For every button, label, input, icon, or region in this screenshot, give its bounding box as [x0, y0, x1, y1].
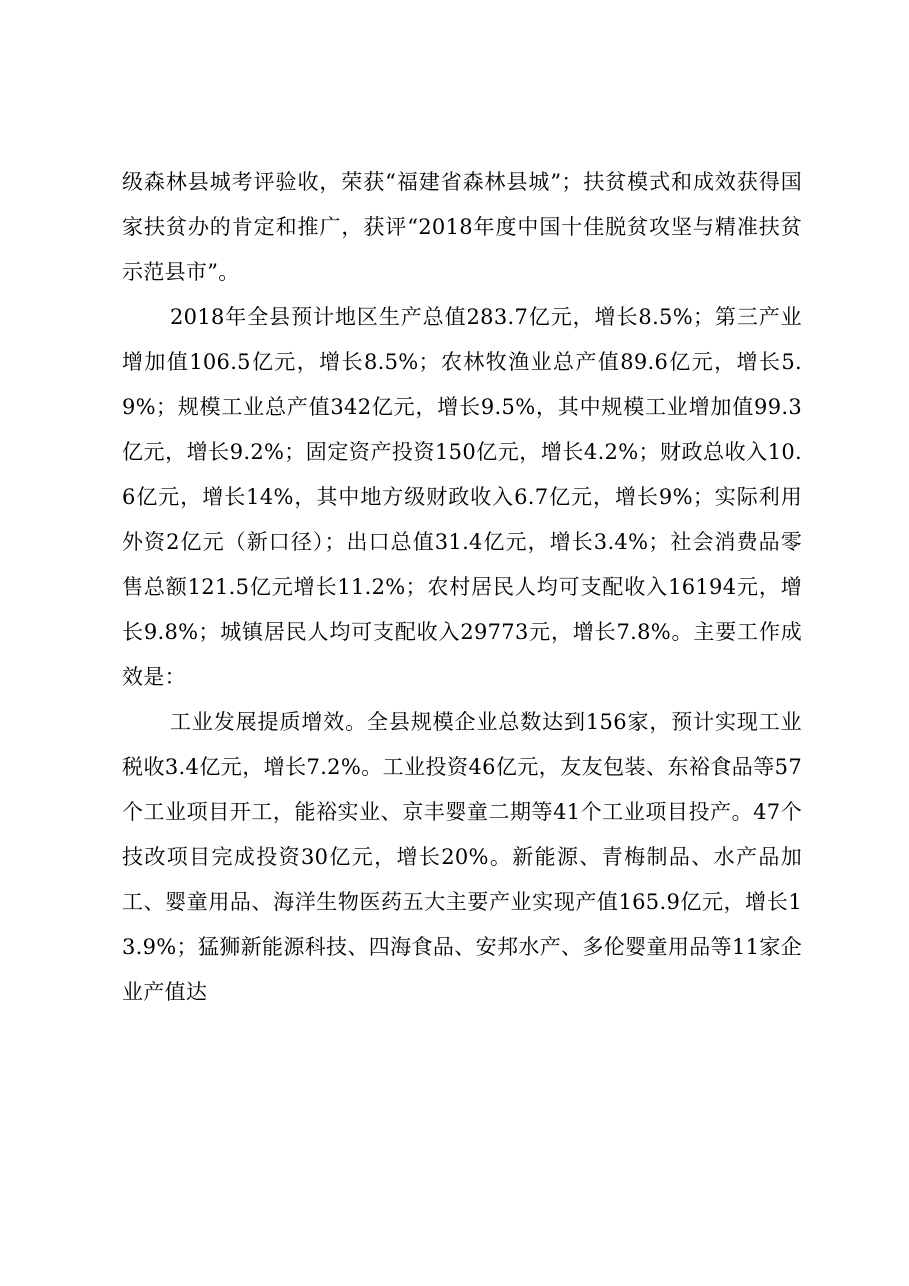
paragraph-1: 级森林县城考评验收，荣获“福建省森林县城”；扶贫模式和成效获得国家扶贫办的肯定和推广，获评“2018年度中国十佳脱贫攻坚与精准扶贫示范县市”。 — [122, 170, 802, 284]
document-body — [122, 160, 802, 1015]
paragraph-2: 2018年全县预计地区生产总值283.7亿元，增长8.5%；第三产业增加值106.5亿元，增长8.5%；农林牧渔业总产值89.6亿元，增长5.9%；规模工业总产值342亿元，增长9.5%，其中规模工业增加值99.3亿元，增长9.2%；固定资产投资150亿元，增长4.2%；财政总收入10.6亿元，增长14%，其中地方级财政收入6.7亿元，增长9%；实际利用外资2亿元（新口径）；出口总值31.4亿元，增长3.4%；社会消费品零售总额121.5亿元增长11.2%；农村居民人均可支配收入16194元，增长9.8%；城镇居民人均可支配收入29773元，增长7.8%。主要工作成效是： — [122, 305, 802, 689]
paragraph-3: 工业发展提质增效。全县规模企业总数达到156家，预计实现工业税收3.4亿元，增长7.2%。工业投资46亿元，友友包装、东裕食品等57个工业项目开工，能裕实业、京丰婴童二期等41个工业项目投产。47个技改项目完成投资30亿元，增长20%。新能源、青梅制品、水产品加工、婴童用品、海洋生物医药五大主要产业实现产值165.9亿元，增长13.9%；猛狮新能源科技、四海食品、安邦水产、多伦婴童用品等11家企业产值达 — [122, 710, 802, 1004]
